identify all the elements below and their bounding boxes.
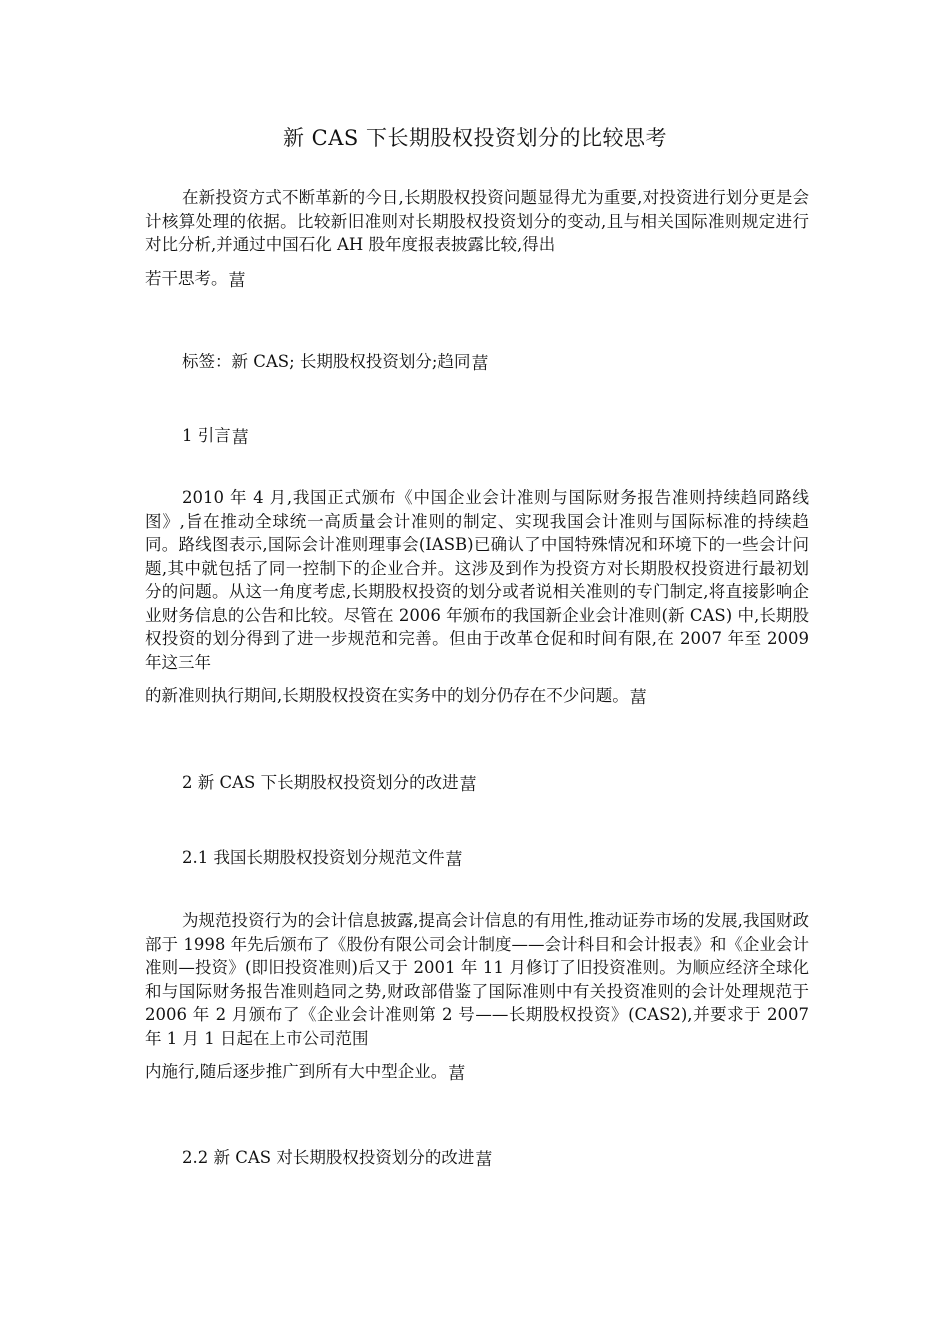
paragraph-mark: 葍 [228,270,246,291]
section-2-1-last-line [145,1060,809,1087]
paragraph-mark: 葍 [445,850,463,870]
section-2-1-last-text: 内施行,随后逐步推广到所有大中型企业。 [145,1062,448,1081]
section-2-1-heading-text: 2.1 我国长期股权投资划分规范文件 [182,848,445,867]
section-2-1-text: 为规范投资行为的会计信息披露,提高会计信息的有用性,推动证券市场的发展,我国财政部于 1998 年先后颁布了《股份有限公司会计制度——会计科目和会计报表》和《企业会计准则—投资》(即旧投资准则)后又于 2001 年 11 月修订了旧投资准则。为顺应经济全球化和与国际财务报告准则趋同之势,财政部借鉴了国际准则中有关投资准则的会计处理规范于 2006 年 2 月颁布了《企业会计准则第 2 号——长期股权投资》(CAS2),并要求于 2007 年 1 月 1 日起在上市公司范围 [145,911,809,1048]
tags-line [182,350,488,376]
section-1-text: 2010 年 4 月,我国正式颁布《中国企业会计准则与国际财务报告准则持续趋同路线图》,旨在推动全球统一高质量会计准则的制定、实现我国会计准则与国际标准的持续趋同。路线图表示,国际会计准则理事会(IASB)已确认了中国特殊情况和环境下的一些会计问题,其中就包括了同一控制下的企业合并。这涉及到作为投资方对长期股权投资进行最初划分的问题。从这一角度考虑,长期股权投资的划分或者说相关准则的专门制定,将直接影响企业财务信息的公告和比较。尽管在 2006 年颁布的我国新企业会计准则(新 CAS) 中,长期股权投资的划分得到了进一步规范和完善。但由于改革仓促和时间有限,在 2007 年至 2009 年这三年 [145,488,809,672]
tags-text: 标签：新 CAS; 长期股权投资划分;趋同 [182,352,471,371]
abstract-last-text: 若干思考。 [145,268,228,288]
section-2-1-paragraph [145,909,809,1087]
paragraph-mark: 葍 [231,428,249,448]
section-1-last-text: 的新准则执行期间,长期股权投资在实务中的划分仍存在不少问题。 [145,686,629,705]
section-2-heading [182,771,477,797]
paragraph-mark: 葍 [629,688,647,708]
paragraph-mark: 葍 [448,1064,466,1084]
section-2-heading-text: 2 新 CAS 下长期股权投资划分的改进 [182,773,459,792]
section-2-2-heading [182,1146,492,1172]
paragraph-mark: 葍 [475,1150,493,1170]
abstract-text: 在新投资方式不断革新的今日,长期股权投资问题显得尤为重要,对投资进行划分更是会计核算处理的依据。比较新旧准则对长期股权投资划分的变动,且与相关国际准则规定进行对比分析,并通过中国石化 AH 股年度报表披露比较,得出 [145,188,809,254]
paragraph-mark: 葍 [471,354,489,374]
abstract-last-line [145,267,809,294]
document-title: 新 CAS 下长期股权投资划分的比较思考 [283,126,667,150]
section-2-2-heading-text: 2.2 新 CAS 对长期股权投资划分的改进 [182,1148,475,1167]
section-1-last-line [145,684,809,711]
abstract-paragraph [145,186,809,293]
section-1-heading [182,424,249,450]
section-1-heading-text: 1 引言 [182,426,231,445]
section-1-paragraph [145,486,809,711]
paragraph-mark: 葍 [459,775,477,795]
section-2-1-heading [182,846,463,872]
